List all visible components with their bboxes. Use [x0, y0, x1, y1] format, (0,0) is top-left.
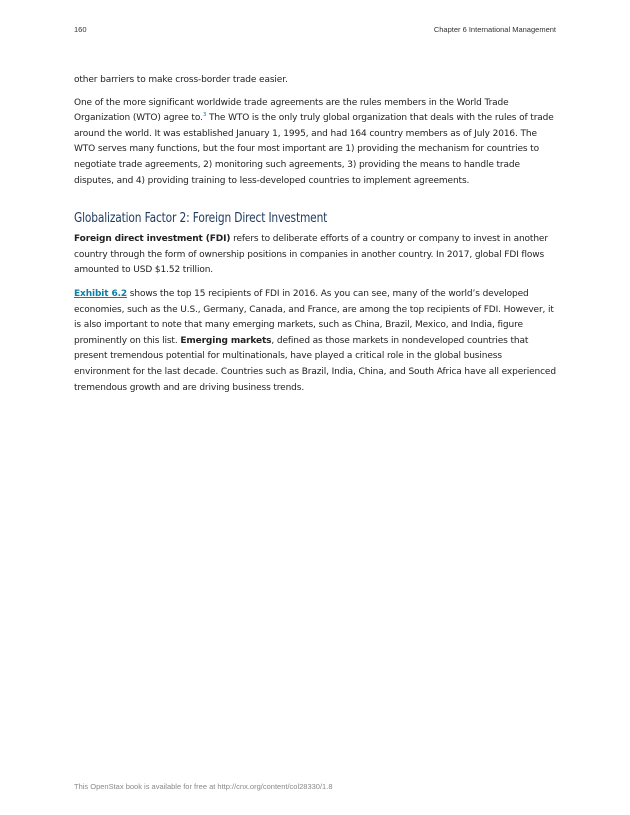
section-heading: Globalization Factor 2: Foreign Direct Investment	[74, 211, 328, 227]
paragraph-text: , defined as those markets in nondeveloped countries that present tremendous potential for multinationals, have played a critical role in the global business environment for the last decade. Countries such as Brazil, India, China, and South Africa have all experienced tremendous growth and are driving business trends.	[74, 335, 556, 393]
exhibit-link[interactable]: Exhibit 6.2	[74, 288, 128, 299]
paragraph-text: The WTO is the only truly global organization that deals with the rules of trade around the world. It was established January 1, 1995, and had 164 country members as of July 2016. The WTO serves many functions, but the four most important are 1) providing the mechanism for countries to negotiate trade agreements, 2) monitoring such agreements, 3) providing the means to handle trade disputes, and 4) providing training to less-developed countries to implement agreements.	[74, 113, 554, 186]
paragraph-text: other barriers to make cross-border trade easier.	[74, 75, 288, 85]
paragraph-fdi-recipients	[74, 287, 558, 396]
key-term: Foreign direct investment (FDI)	[74, 234, 231, 245]
footnote-reference[interactable]: 3	[202, 112, 207, 119]
paragraph-fdi-definition	[74, 232, 558, 279]
running-header: Chapter 6 International Management	[433, 25, 556, 34]
paragraph-text: One of the more significant worldwide trade agreements are the rules members in the World Trade Organization (WTO) agree to.	[74, 97, 509, 124]
paragraph-continued	[74, 73, 558, 89]
key-term: Emerging markets	[180, 335, 272, 346]
paragraph-text: shows the top 15 recipients of FDI in 2016. As you can see, many of the world’s developed economies, such as the U.S., Germany, Canada, and France, are among the top recipients of FDI. However, it is also important to note that many emerging markets, such as China, Brazil, Mexico, and India, figure prominently on this list.	[74, 288, 554, 346]
page-number: 160	[74, 25, 87, 34]
page-content	[74, 73, 558, 404]
page-footer: This OpenStax book is available for free at http://cnx.org/content/col28330/1.8	[74, 782, 333, 791]
paragraph-wto	[74, 96, 558, 190]
paragraph-text: refers to deliberate efforts of a country or company to invest in another country through the form of ownership positions in companies in another country. In 2017, global FDI flows amounted to USD $1.52 trillion.	[74, 234, 548, 276]
